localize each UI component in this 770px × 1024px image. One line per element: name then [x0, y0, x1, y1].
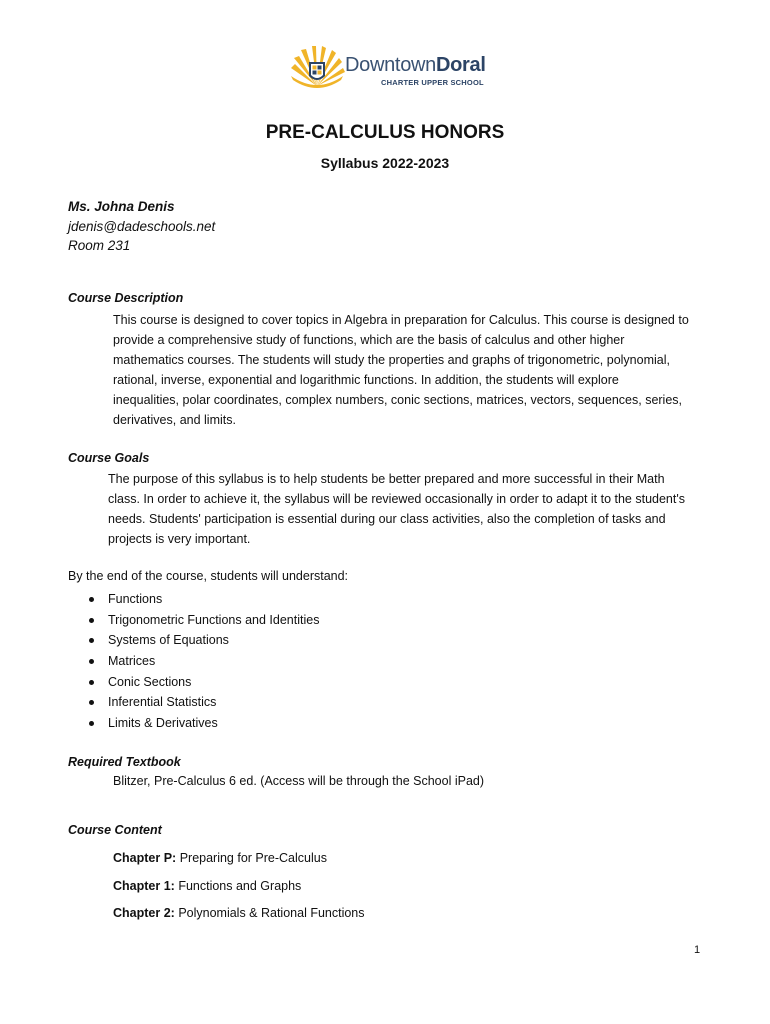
goals-line: The purpose of this syllabus is to help students be better prepared and more successful in their Math — [108, 472, 665, 486]
goals-line: class. In order to achieve it, the syllabus will be reviewed occasionally in order to adapt it to the student's — [108, 492, 685, 506]
bullet-icon — [89, 638, 94, 643]
course-content-heading: Course Content — [68, 823, 162, 837]
chapter-title: Polynomials & Rational Functions — [178, 906, 365, 920]
course-description-heading: Course Description — [68, 291, 184, 305]
bullet-icon — [89, 721, 94, 726]
list-item: Trigonometric Functions and Identities — [88, 610, 319, 631]
list-item: Conic Sections — [88, 672, 319, 693]
chapter-label: Chapter P: — [113, 851, 177, 865]
course-goals-heading: Course Goals — [68, 451, 150, 465]
bullet-icon — [89, 597, 94, 602]
chapter-item — [113, 906, 365, 920]
course-goals-text — [108, 469, 718, 549]
list-item: Systems of Equations — [88, 630, 319, 651]
description-line: mathematics courses. The students will study the properties and graphs of trigonometric, polynomial, — [113, 353, 670, 367]
bullet-icon — [89, 680, 94, 685]
logo-wordmark: DowntownDoral — [345, 54, 486, 76]
list-item: Functions — [88, 589, 319, 610]
chapter-item — [113, 851, 327, 865]
list-item: Limits & Derivatives — [88, 713, 319, 734]
understand-list — [88, 589, 319, 734]
bullet-icon — [89, 700, 94, 705]
page-subtitle: Syllabus 2022-2023 — [320, 155, 450, 171]
textbook-text: Blitzer, Pre-Calculus 6 ed. (Access will be through the School iPad) — [113, 774, 485, 788]
course-description-text — [113, 310, 713, 430]
textbook-heading: Required Textbook — [68, 755, 181, 769]
description-line: provide a comprehensive study of functions, which are the basis of calculus and other higher — [113, 333, 625, 347]
list-item: Inferential Statistics — [88, 692, 319, 713]
description-line: This course is designed to cover topics in Algebra in preparation for Calculus. This course is designed to — [113, 313, 689, 327]
teacher-email: jdenis@dadeschools.net — [68, 218, 216, 234]
sunburst-shield-icon — [287, 46, 347, 94]
description-line: rational, inverse, exponential and logarithmic functions. In addition, the students will explore — [113, 373, 619, 387]
chapter-label: Chapter 2: — [113, 906, 175, 920]
bullet-icon — [89, 618, 94, 623]
logo-subtitle: CHARTER UPPER SCHOOL — [381, 78, 484, 87]
teacher-name: Ms. Johna Denis — [68, 199, 175, 214]
page-title: PRE-CALCULUS HONORS — [265, 122, 505, 143]
list-item: Matrices — [88, 651, 319, 672]
chapter-title: Preparing for Pre-Calculus — [179, 851, 327, 865]
chapter-title: Functions and Graphs — [178, 879, 302, 893]
goals-line: needs. Students' participation is essential during our class activities, also the completion of tasks and — [108, 512, 666, 526]
bullet-icon — [89, 659, 94, 664]
understand-intro: By the end of the course, students will understand: — [68, 569, 349, 583]
teacher-room: Room 231 — [68, 238, 131, 253]
goals-line: projects is very important. — [108, 532, 251, 546]
school-logo — [287, 46, 487, 94]
description-line: inequalities, polar coordinates, complex numbers, conic sections, matrices, vectors, sequences, series, — [113, 393, 683, 407]
teacher-info — [68, 197, 215, 256]
chapter-item — [113, 879, 301, 893]
description-line: derivatives, and limits. — [113, 413, 236, 427]
page-number: 1 — [694, 944, 701, 956]
chapter-label: Chapter 1: — [113, 879, 175, 893]
